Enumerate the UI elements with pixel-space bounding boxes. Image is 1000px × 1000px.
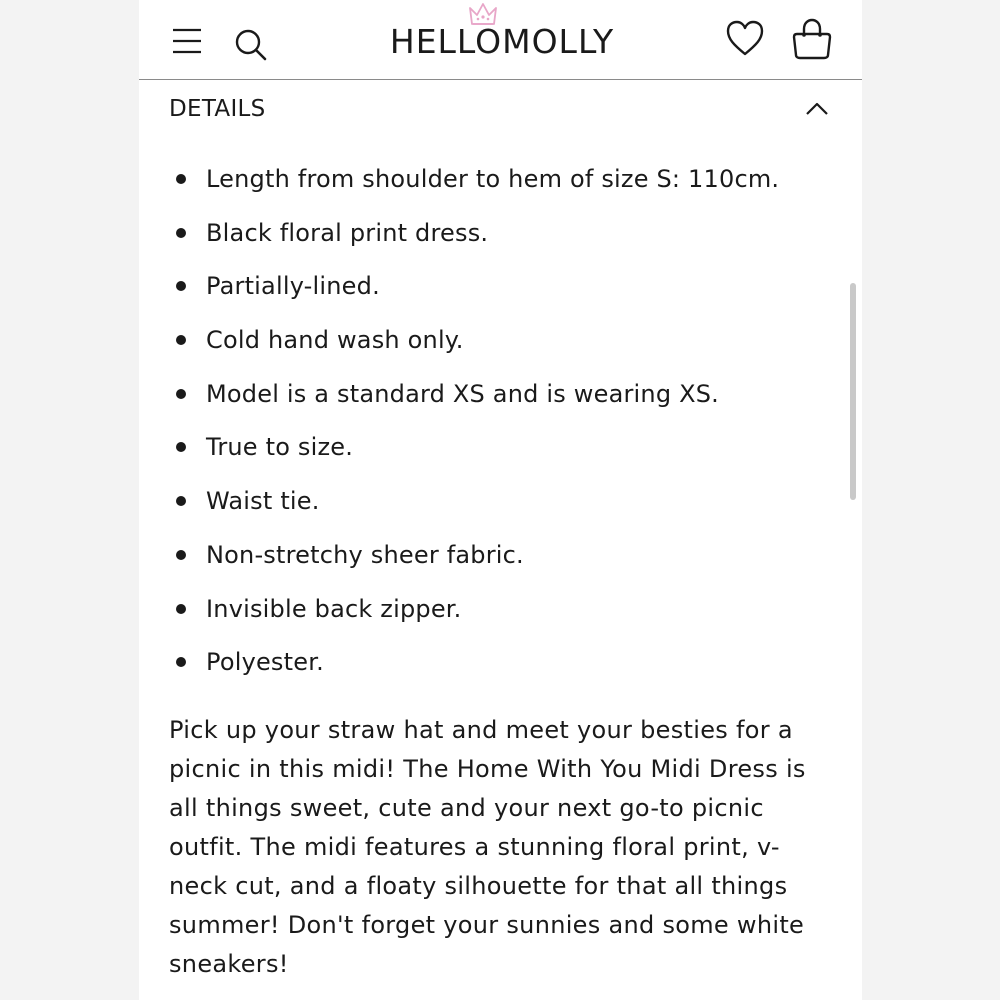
- product-page: [139, 0, 862, 1000]
- list-item: Model is a standard XS and is wearing XS.: [169, 372, 829, 426]
- bullet-dot: [176, 335, 186, 345]
- bullet-dot: [176, 174, 186, 184]
- list-item: Invisible back zipper.: [169, 587, 829, 641]
- product-description: Pick up your straw hat and meet your besties for a picnic in this midi! The Home With You Midi Dress is all things sweet, cute and your next go-to picnic outfit. The midi features a stunning floral print, v-neck cut, and a floaty silhouette for that all things summer! Don't forget your sunnies and some white sneakers!: [169, 716, 806, 978]
- bullet-dot: [176, 496, 186, 506]
- bullet-dot: [176, 442, 186, 452]
- bullet-dot: [176, 657, 186, 667]
- search-icon[interactable]: [234, 28, 268, 62]
- details-accordion-header[interactable]: [169, 92, 832, 130]
- scrollbar-thumb[interactable]: [850, 283, 856, 500]
- site-header: [139, 0, 862, 80]
- list-item: True to size.: [169, 425, 829, 479]
- shopping-bag-icon[interactable]: [792, 18, 832, 60]
- bullet-dot: [176, 228, 186, 238]
- chevron-up-icon[interactable]: [802, 95, 832, 119]
- hamburger-menu-icon[interactable]: [172, 28, 202, 54]
- details-bullet-list: [169, 157, 829, 694]
- heart-icon[interactable]: [726, 20, 764, 58]
- details-title: DETAILS: [169, 96, 266, 122]
- list-item: Polyester.: [169, 640, 829, 694]
- list-item: Cold hand wash only.: [169, 318, 829, 372]
- bullet-dot: [176, 604, 186, 614]
- list-item: Black floral print dress.: [169, 211, 829, 265]
- list-item: Partially-lined.: [169, 264, 829, 318]
- bullet-dot: [176, 281, 186, 291]
- list-item: Waist tie.: [169, 479, 829, 533]
- list-item: Length from shoulder to hem of size S: 110cm.: [169, 157, 829, 211]
- bullet-dot: [176, 550, 186, 560]
- bullet-dot: [176, 389, 186, 399]
- site-logo[interactable]: HELLOMOLLY: [389, 22, 615, 61]
- list-item: Non-stretchy sheer fabric.: [169, 533, 829, 587]
